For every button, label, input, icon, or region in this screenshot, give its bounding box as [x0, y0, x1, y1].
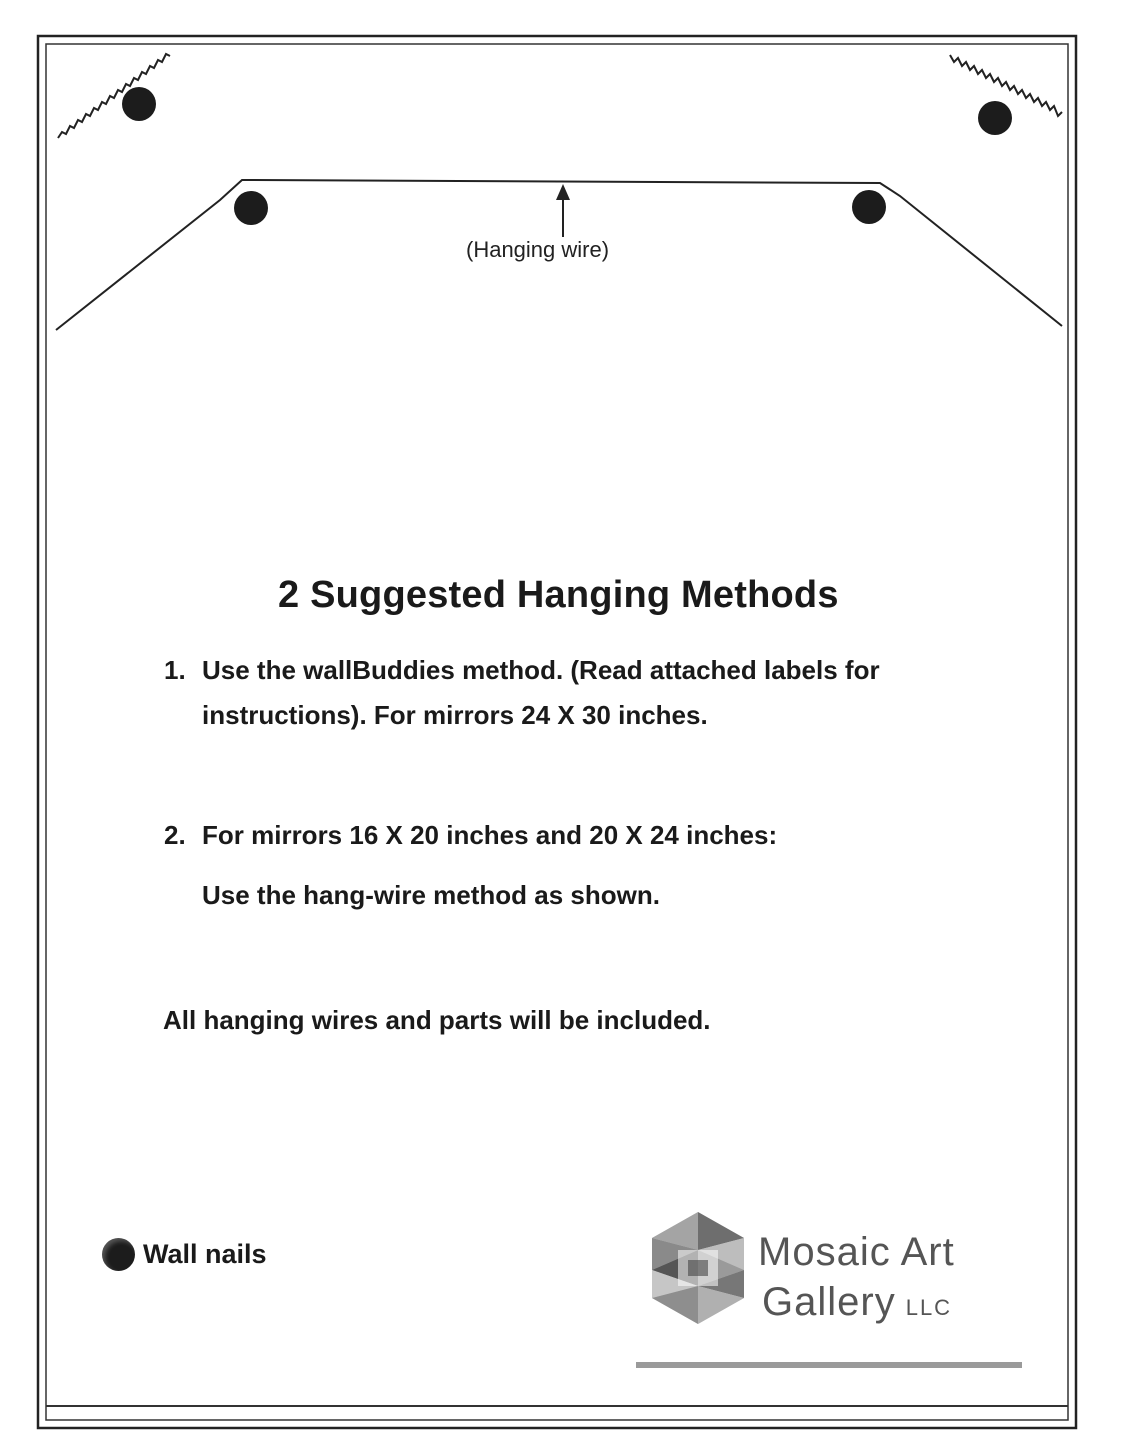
logo-name-gallery: Gallery — [762, 1280, 896, 1324]
hanging-wire-label: (Hanging wire) — [466, 237, 610, 262]
included-parts-note: All hanging wires and parts will be included. — [163, 1005, 711, 1035]
wall-nail-top-right — [978, 101, 1012, 135]
method-1-number: 1. — [164, 655, 186, 685]
wall-nail-legend-icon — [102, 1238, 135, 1271]
logo-name-line-1: Mosaic Art — [758, 1230, 955, 1274]
logo-llc: LLC — [905, 1295, 953, 1320]
wire-arrow-head — [556, 184, 570, 200]
method-2-line-1 — [164, 820, 777, 851]
legend-label: Wall nails — [143, 1239, 267, 1269]
method-1-line-2: instructions). For mirrors 24 X 30 inches. — [202, 700, 708, 730]
logo-underline-bar — [636, 1362, 1022, 1368]
method-2-number: 2. — [164, 820, 186, 850]
legend — [102, 1238, 267, 1271]
page-title: 2 Suggested Hanging Methods — [278, 574, 839, 616]
mosaic-logo-icon — [648, 1210, 748, 1326]
method-1-line-1 — [164, 655, 880, 686]
logo-name-line-2 — [762, 1280, 952, 1325]
wall-nail-top-left — [122, 87, 156, 121]
wall-nail-wire-left — [234, 191, 268, 225]
method-2-text: For mirrors 16 X 20 inches and 20 X 24 inches: — [202, 820, 778, 850]
method-2-line-2: Use the hang-wire method as shown. — [202, 880, 660, 910]
method-1-text: Use the wallBuddies method. (Read attached labels for — [202, 655, 880, 685]
wall-nail-wire-right — [852, 190, 886, 224]
